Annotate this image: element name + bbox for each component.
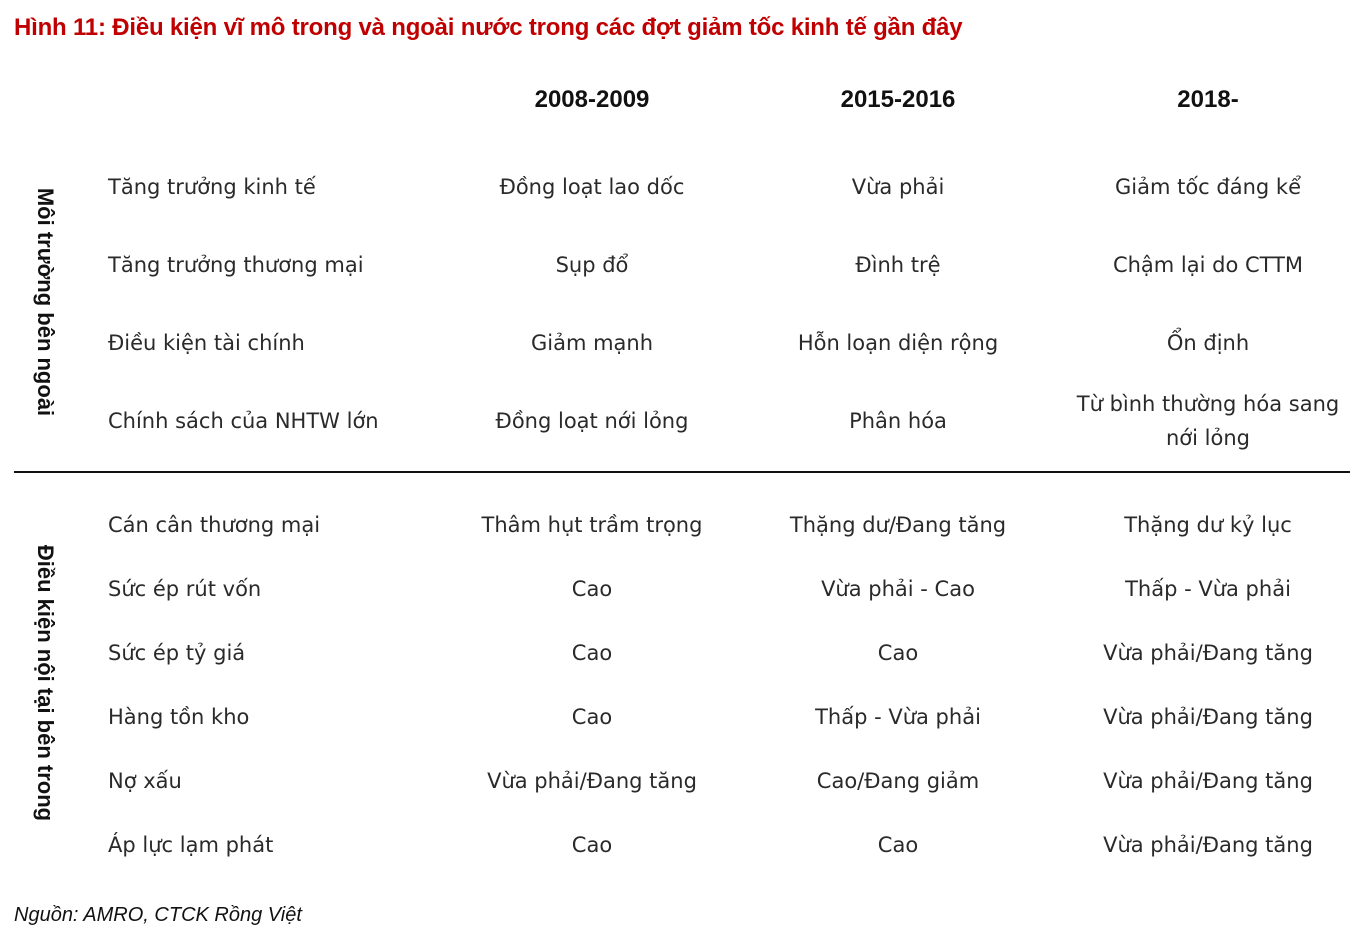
row-label: Cán cân thương mại	[108, 513, 321, 537]
table-cell: Hỗn loạn diện rộng	[797, 331, 999, 355]
section-label-internal-text: Điều kiện nội tại bên trong	[33, 544, 58, 822]
figure-title: Hình 11: Điều kiện vĩ mô trong và ngoài nước trong các đợt giảm tốc kinh tế gần đây	[14, 14, 963, 41]
table-cell: Từ bình thường hóa sang nới lỏng	[1076, 392, 1340, 450]
row-label: Sức ép tỷ giá	[108, 641, 246, 665]
table-cell: Đồng loạt nới lỏng	[495, 409, 689, 433]
table-row	[0, 230, 1366, 300]
table-cell: Cao	[877, 833, 919, 857]
table-cell: Chậm lại do CTTM	[1112, 253, 1304, 277]
table-row	[0, 618, 1366, 688]
table-cell: Cao	[571, 577, 613, 601]
table-cell: Giảm mạnh	[530, 331, 654, 355]
table-cell: Cao	[571, 833, 613, 857]
section-divider	[14, 471, 1350, 473]
table-row	[0, 746, 1366, 816]
row-label: Tăng trưởng kinh tế	[108, 175, 316, 199]
table-cell: Thấp - Vừa phải	[1125, 577, 1291, 601]
table-cell: Vừa phải/Đang tăng	[1103, 769, 1313, 793]
table-cell: Thấp - Vừa phải	[815, 705, 981, 729]
table-cell: Cao/Đang giảm	[816, 769, 980, 793]
row-label: Nợ xấu	[108, 769, 182, 793]
table-cell: Phân hóa	[849, 409, 947, 433]
table-cell: Cao	[571, 641, 613, 665]
table-row	[0, 386, 1366, 456]
row-label: Tăng trưởng thương mại	[108, 253, 364, 277]
table-row	[0, 152, 1366, 222]
table-cell: Đồng loạt lao dốc	[499, 175, 685, 199]
table-row	[0, 308, 1366, 378]
row-label: Sức ép rút vốn	[108, 577, 262, 601]
table-cell: Ổn định	[1166, 331, 1250, 355]
column-header-2008-2009: 2008-2009	[534, 86, 650, 113]
table-row	[0, 554, 1366, 624]
table-cell: Vừa phải/Đang tăng	[487, 769, 697, 793]
row-label: Áp lực lạm phát	[108, 833, 274, 857]
table-row	[0, 490, 1366, 560]
table-row	[0, 682, 1366, 752]
row-label: Chính sách của NHTW lớn	[108, 409, 379, 433]
table-cell: Cao	[877, 641, 919, 665]
table-row	[0, 810, 1366, 880]
table-cell: Vừa phải/Đang tăng	[1103, 641, 1313, 665]
row-label: Hàng tồn kho	[108, 705, 250, 729]
table-cell: Giảm tốc đáng kể	[1114, 175, 1301, 199]
table-cell: Vừa phải/Đang tăng	[1103, 833, 1313, 857]
column-header-2015-2016: 2015-2016	[840, 86, 956, 113]
table-cell: Vừa phải - Cao	[821, 577, 975, 601]
section-label-external-text: Môi trường bên ngoài	[33, 187, 58, 417]
table-cell: Sụp đổ	[555, 253, 629, 277]
source-note: Nguồn: AMRO, CTCK Rồng Việt	[14, 904, 302, 926]
row-label: Điều kiện tài chính	[108, 331, 305, 355]
table-cell: Vừa phải	[851, 175, 945, 199]
table-cell: Thâm hụt trầm trọng	[481, 513, 703, 537]
table-cell: Đình trệ	[855, 253, 941, 277]
table-cell: Cao	[571, 705, 613, 729]
column-header-2018: 2018-	[1177, 86, 1239, 113]
table-cell: Vừa phải/Đang tăng	[1103, 705, 1313, 729]
table-cell: Thặng dư/Đang tăng	[789, 513, 1007, 537]
table-cell: Thặng dư kỷ lục	[1124, 513, 1292, 537]
